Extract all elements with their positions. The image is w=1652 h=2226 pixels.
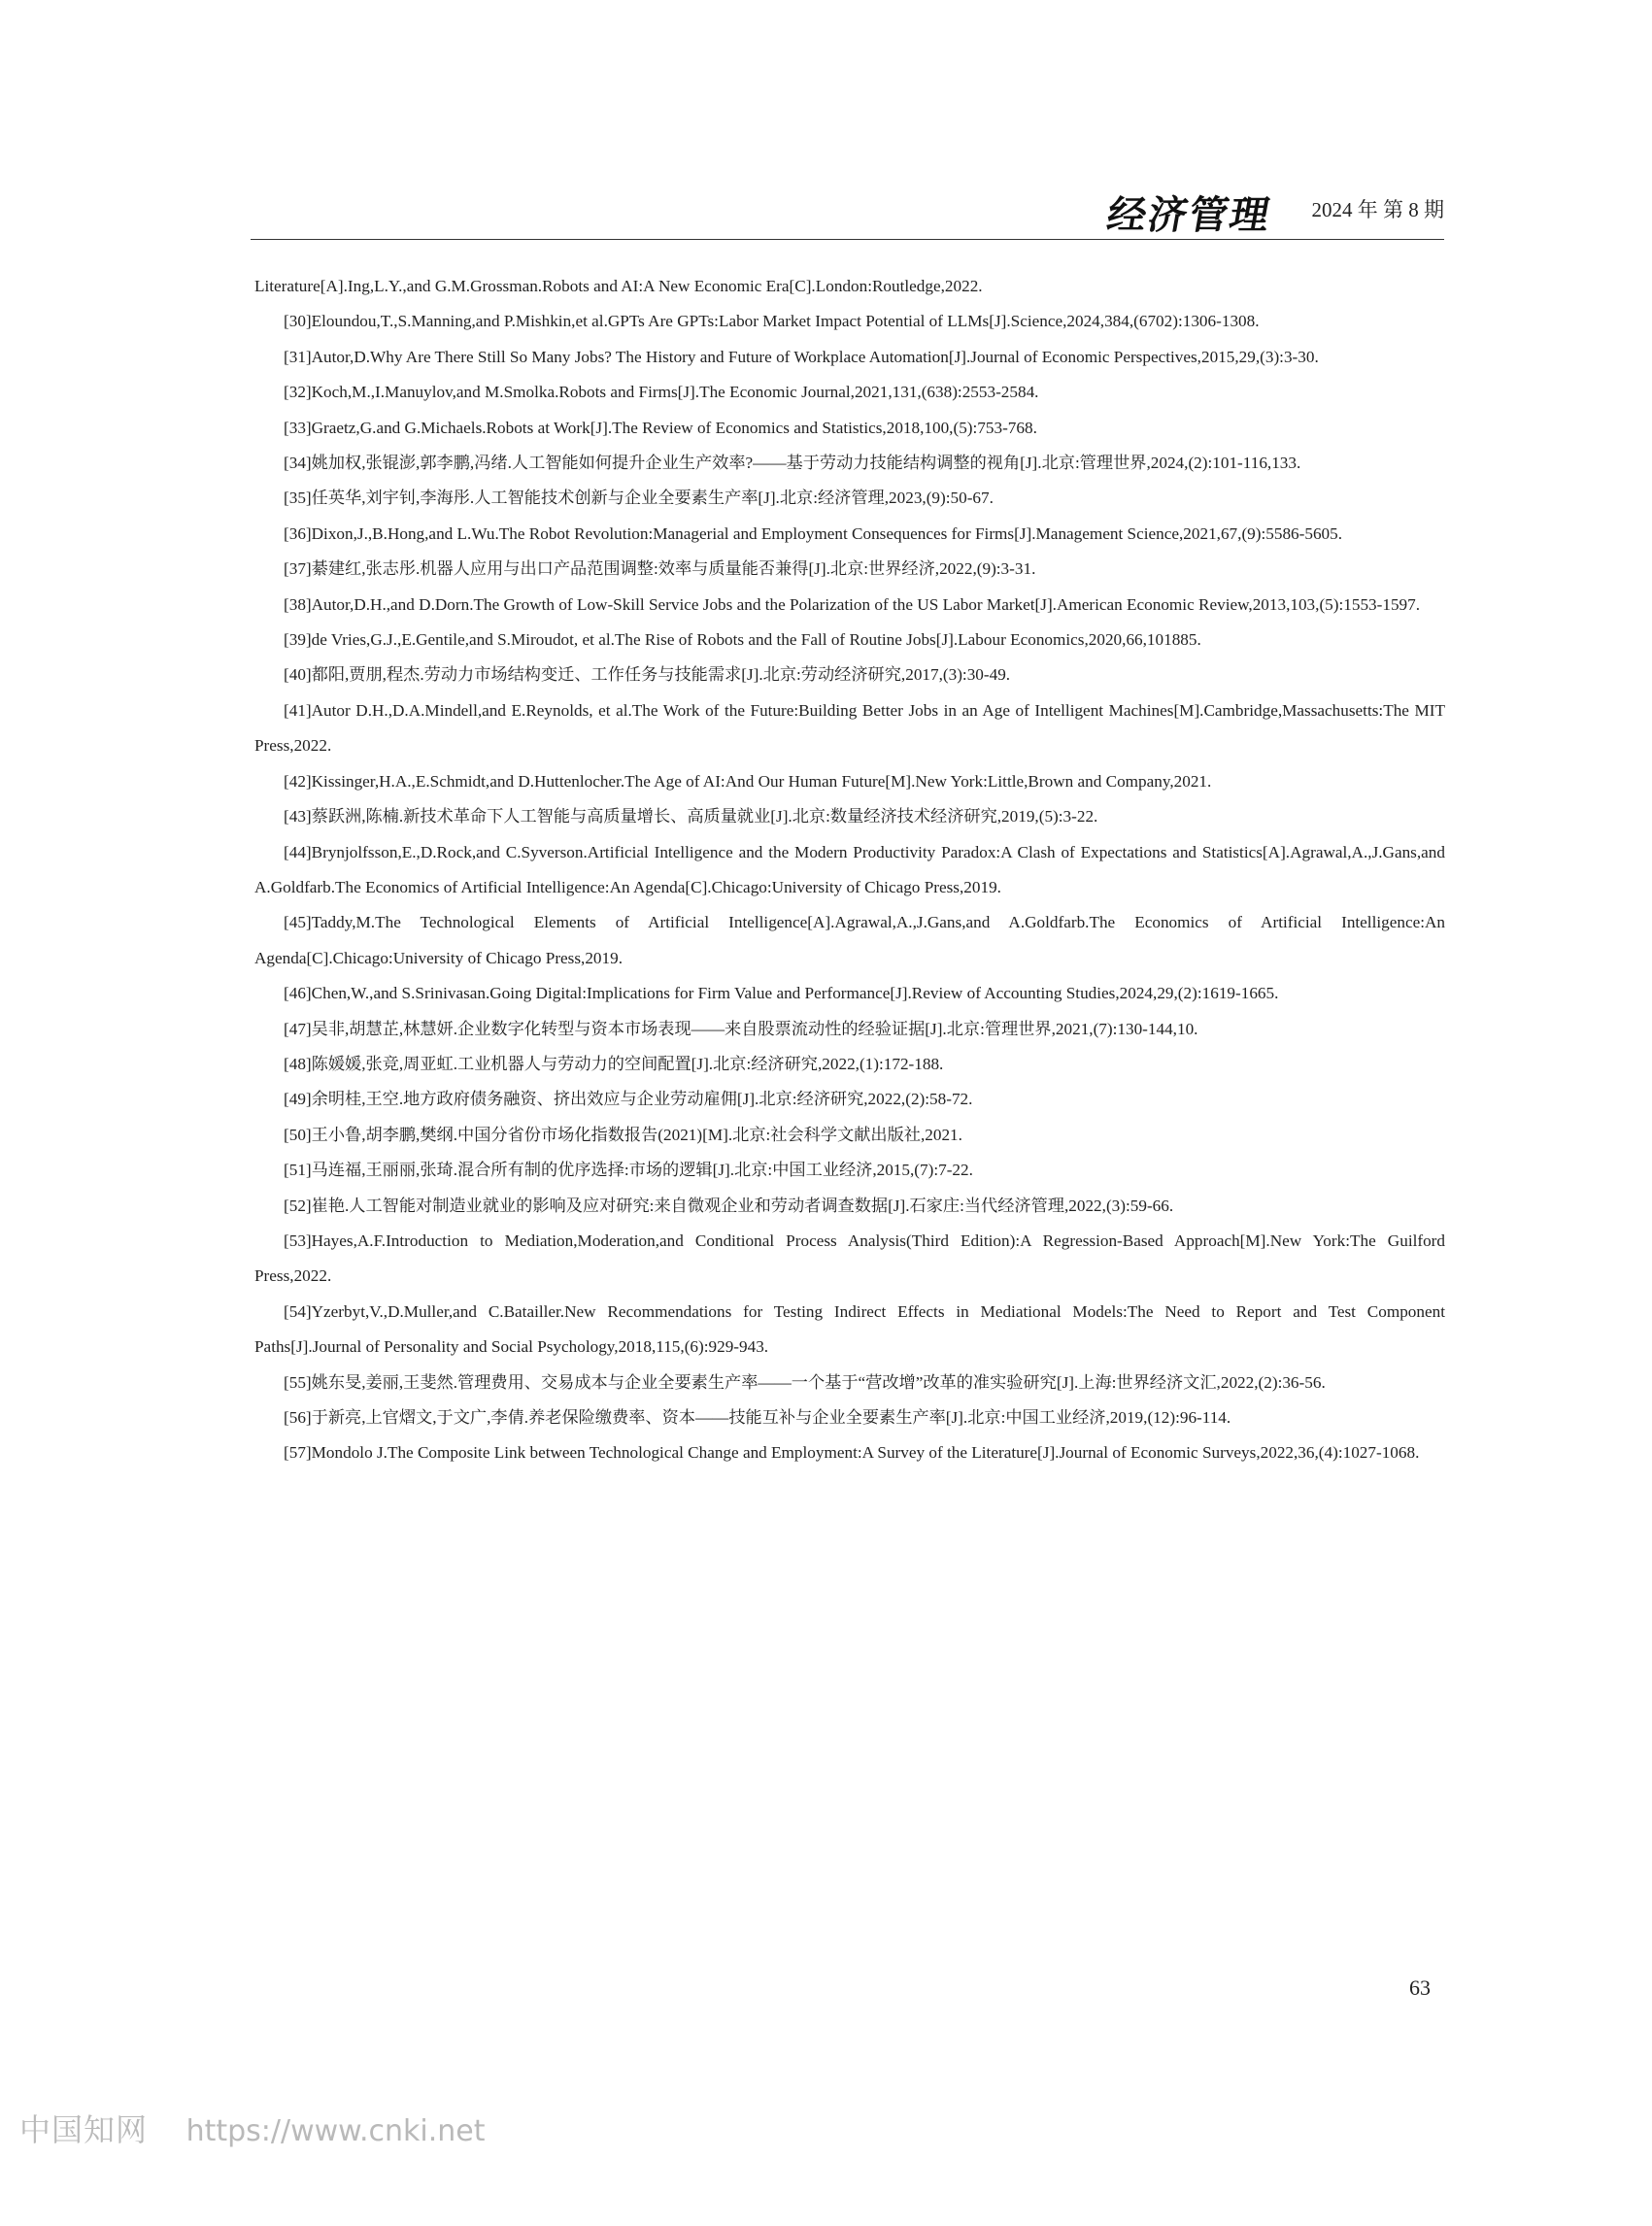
- reference-item: [45]Taddy,M.The Technological Elements of Artificial Intelligence[A].Agrawal,A.,J.Gans,and A.Goldfarb.The Economics of Artificial Intelligence:An Agenda[C].Chicago:University of Chicago Press,2019.: [254, 913, 1445, 967]
- reference-item: [42]Kissinger,H.A.,E.Schmidt,and D.Huttenlocher.The Age of AI:And Our Human Future[M].New York:Little,Brown and Company,2021.: [284, 771, 1212, 791]
- reference-item: [33]Graetz,G.and G.Michaels.Robots at Work[J].The Review of Economics and Statistics,2018,100,(5):753-768.: [284, 418, 1037, 437]
- page-header: [251, 185, 1444, 240]
- reference-item: [31]Autor,D.Why Are There Still So Many Jobs? The History and Future of Workplace Automation[J].Journal of Economic Perspectives,2015,29,(3):3-30.: [284, 347, 1319, 366]
- watermark-name: 中国知网: [19, 2111, 149, 2148]
- reference-item: [37]綦建红,张志彤.机器人应用与出口产品范围调整:效率与质量能否兼得[J].北京:世界经济,2022,(9):3-31.: [284, 559, 1036, 579]
- reference-item: [52]崔艳.人工智能对制造业就业的影响及应对研究:来自微观企业和劳动者调查数据[J].石家庄:当代经济管理,2022,(3):59-66.: [284, 1196, 1174, 1215]
- reference-item: [48]陈媛媛,张竞,周亚虹.工业机器人与劳动力的空间配置[J].北京:经济研究,2022,(1):172-188.: [284, 1054, 944, 1073]
- reference-item: [35]任英华,刘宇钊,李海彤.人工智能技术创新与企业全要素生产率[J].北京:经济管理,2023,(9):50-67.: [284, 489, 994, 508]
- reference-item: [55]姚东旻,姜丽,王斐然.管理费用、交易成本与企业全要素生产率——一个基于“营改增”改革的准实验研究[J].上海:世界经济文汇,2022,(2):36-56.: [284, 1372, 1326, 1392]
- reference-item: [46]Chen,W.,and S.Srinivasan.Going Digital:Implications for Firm Value and Performance[J].Review of Accounting Studies,2024,29,(2):1619-1665.: [284, 984, 1279, 1003]
- reference-item: [36]Dixon,J.,B.Hong,and L.Wu.The Robot Revolution:Managerial and Employment Consequences for Firms[J].Management Science,2021,67,(9):5586-5605.: [284, 523, 1343, 543]
- page-number: 63: [1409, 1975, 1431, 2000]
- reference-item: [43]蔡跃洲,陈楠.新技术革命下人工智能与高质量增长、高质量就业[J].北京:数量经济技术经济研究,2019,(5):3-22.: [284, 807, 1098, 826]
- journal-logo: 经济管理: [1103, 192, 1275, 238]
- reference-item: [54]Yzerbyt,V.,D.Muller,and C.Batailler.New Recommendations for Testing Indirect Effects in Mediational Models:The Need to Report and Test Component Paths[J].Journal of Personality and Social Psychology,2018,115,(6):929-943.: [254, 1301, 1445, 1357]
- reference-item: [39]de Vries,G.J.,E.Gentile,and S.Miroudot, et al.The Rise of Robots and the Fall of Routine Jobs[J].Labour Economics,2020,66,101885.: [284, 630, 1201, 650]
- reference-item: [30]Eloundou,T.,S.Manning,and P.Mishkin,et al.GPTs Are GPTs:Labor Market Impact Potential of LLMs[J].Science,2024,384,(6702):1306-1308.: [284, 312, 1260, 331]
- reference-item: Literature[A].Ing,L.Y.,and G.M.Grossman.Robots and AI:A New Economic Era[C].London:Routledge,2022.: [254, 277, 983, 295]
- reference-item: [47]吴非,胡慧芷,林慧妍.企业数字化转型与资本市场表现——来自股票流动性的经验证据[J].北京:管理世界,2021,(7):130-144,10.: [284, 1019, 1198, 1038]
- issue-label: 2024 年 第 8 期: [1311, 198, 1444, 221]
- reference-item: [53]Hayes,A.F.Introduction to Mediation,Moderation,and Conditional Process Analysis(Third Edition):A Regression-Based Approach[M].New York:The Guilford Press,2022.: [254, 1231, 1445, 1286]
- reference-item: [40]都阳,贾朋,程杰.劳动力市场结构变迁、工作任务与技能需求[J].北京:劳动经济研究,2017,(3):30-49.: [284, 665, 1011, 685]
- reference-item: [51]马连福,王丽丽,张琦.混合所有制的优序选择:市场的逻辑[J].北京:中国工业经济,2015,(7):7-22.: [284, 1161, 973, 1180]
- reference-item: [34]姚加权,张锟澎,郭李鹏,冯绪.人工智能如何提升企业生产效率?——基于劳动力技能结构调整的视角[J].北京:管理世界,2024,(2):101-116,133.: [284, 454, 1301, 473]
- reference-item: [57]Mondolo J.The Composite Link between Technological Change and Employment:A Survey of the Literature[J].Journal of Economic Surveys,2022,36,(4):1027-1068.: [284, 1443, 1420, 1463]
- reference-item: [56]于新亮,上官熠文,于文广,李倩.养老保险缴费率、资本——技能互补与企业全要素生产率[J].北京:中国工业经济,2019,(12):96-114.: [284, 1408, 1231, 1427]
- watermark: [19, 2106, 485, 2150]
- reference-item: [50]王小鲁,胡李鹏,樊纲.中国分省份市场化指数报告(2021)[M].北京:社会科学文献出版社,2021.: [284, 1125, 962, 1144]
- watermark-url: https://www.cnki.net: [185, 2114, 486, 2148]
- reference-item: [44]Brynjolfsson,E.,D.Rock,and C.Syverson.Artificial Intelligence and the Modern Productivity Paradox:A Clash of Expectations and Statistics[A].Agrawal,A.,J.Gans,and A.Goldfarb.The Economics of Artificial Intelligence:An Agenda[C].Chicago:University of Chicago Press,2019.: [254, 842, 1445, 896]
- reference-item: [38]Autor,D.H.,and D.Dorn.The Growth of Low-Skill Service Jobs and the Polarization of the US Labor Market[J].American Economic Review,2013,103,(5):1553-1597.: [284, 594, 1421, 614]
- reference-item: [49]余明桂,王空.地方政府债务融资、挤出效应与企业劳动雇佣[J].北京:经济研究,2022,(2):58-72.: [284, 1090, 973, 1109]
- reference-list: [254, 269, 1445, 1471]
- reference-item: [41]Autor D.H.,D.A.Mindell,and E.Reynolds, et al.The Work of the Future:Building Better Jobs in an Age of Intelligent Machines[M].Cambridge,Massachusetts:The MIT Press,2022.: [254, 700, 1445, 756]
- reference-item: [32]Koch,M.,I.Manuylov,and M.Smolka.Robots and Firms[J].The Economic Journal,2021,131,(638):2553-2584.: [284, 383, 1039, 402]
